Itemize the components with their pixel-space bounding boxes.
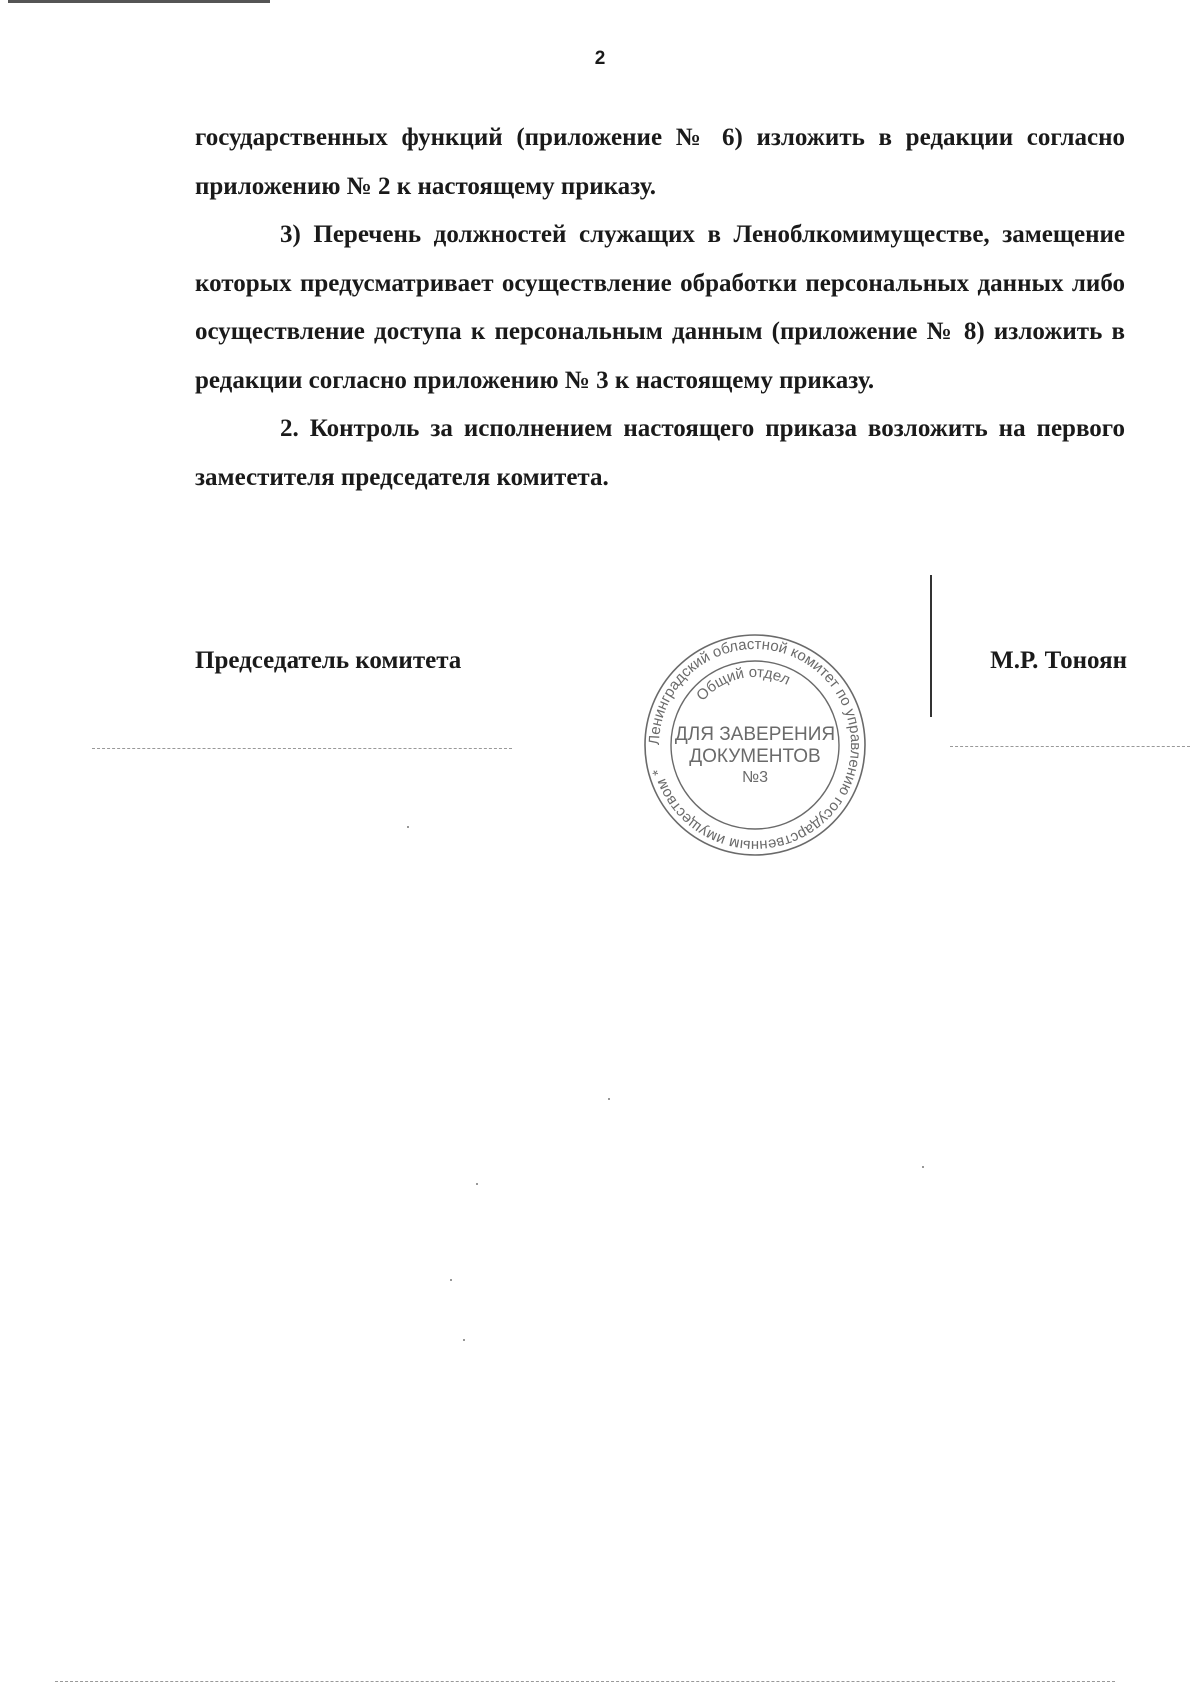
scan-speck [922, 1166, 924, 1168]
stamp-center-line3: №3 [741, 769, 769, 786]
scan-artifact-line [92, 748, 512, 749]
stamp-outer-text: Ленинградский областной комитет по управлению государственным имуществом * [645, 635, 865, 855]
stamp-center-line1: ДЛЯ ЗАВЕРЕНИЯ [674, 724, 836, 745]
official-stamp [640, 630, 870, 860]
paragraph-item-2: 2. Контроль за исполнением настоящего приказа возложить на первого заместителя председателя комитета. [195, 415, 1125, 491]
paragraph-item-3: 3) Перечень должностей служащих в Леноблкомимуществе, замещение которых предусматривает осуществление обработки персональных данных либо осуществление доступа к персональным данным (приложение № 8) изложить в редакции согласно приложению № 3 к настоящему приказу. [195, 221, 1125, 394]
scan-artifact-line [950, 746, 1190, 747]
signature-stroke [930, 575, 932, 717]
stamp-inner-ring [671, 661, 839, 829]
scan-speck [463, 1339, 465, 1341]
stamp-inner-text: Общий отдел [693, 663, 793, 705]
scan-speck [407, 826, 409, 828]
scan-speck [608, 1098, 610, 1100]
stamp-center-line2: ДОКУМЕНТОВ [689, 746, 821, 767]
scan-speck [450, 1279, 452, 1281]
page-number: 2 [594, 48, 606, 69]
document-body [195, 114, 1125, 502]
signatory-title: Председатель комитета [195, 647, 462, 674]
signatory-name: М.Р. Тоноян [990, 647, 1127, 674]
scan-artifact-line [55, 1681, 1115, 1682]
paragraph-continuation: государственных функций (приложение № 6) изложить в редакции согласно приложению № 2 к настоящему приказу. [195, 124, 1125, 200]
scan-speck [476, 1183, 478, 1185]
scan-edge-mark [8, 0, 270, 3]
